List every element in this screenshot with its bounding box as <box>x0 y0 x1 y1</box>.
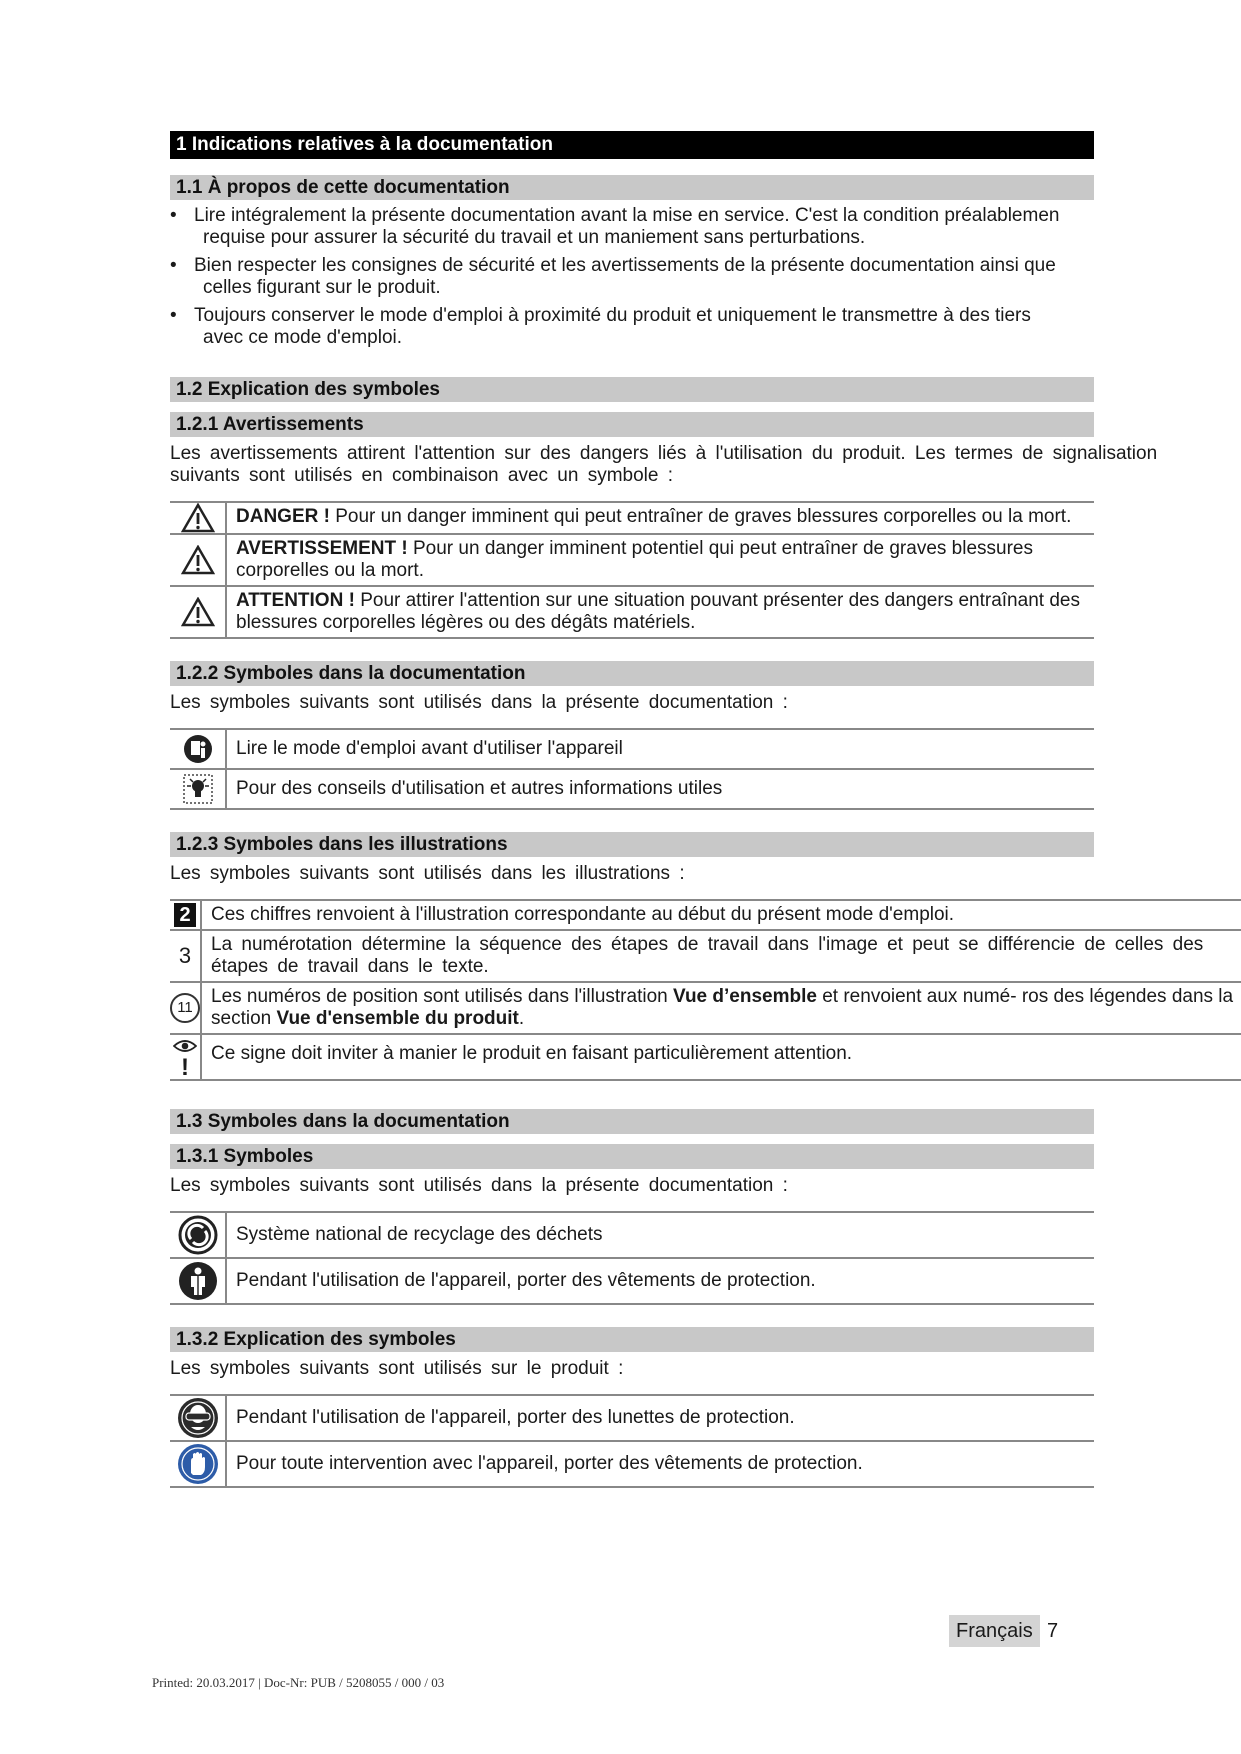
table-cell: La numérotation détermine la séquence des étapes de travail dans l'image et peut se différencie de celles des étapes de travail dans le texte. <box>201 930 1241 982</box>
section-heading-1-1: 1.1 À propos de cette documentation <box>170 175 1094 200</box>
doc-symbols-table <box>170 728 1094 810</box>
safety-goggles-icon <box>170 1395 226 1441</box>
table-cell: ATTENTION ! Pour attirer l'attention sur une situation pouvant présenter des dangers entraînant des blessures corporelles légères ou des dégâts matériels. <box>226 586 1094 638</box>
table-cell: Pendant l'utilisation de l'appareil, porter des lunettes de protection. <box>226 1395 1094 1441</box>
list-item: • Bien respecter les consignes de sécurité et les avertissements de la présente documentation ainsi que celles figurant sur le produit. <box>170 255 1200 299</box>
section-heading-1-3-1: 1.3.1 Symboles <box>170 1144 1094 1169</box>
recycling-icon <box>170 1212 226 1258</box>
list-item: • Lire intégralement la présente documentation avant la mise en service. C'est la condition préalablemen requise pour assurer la sécurité du travail et un maniement sans perturbations. <box>170 205 1200 249</box>
table-row <box>170 729 1094 769</box>
table-row <box>170 1034 1241 1080</box>
table-cell: Les numéros de position sont utilisés dans l'illustration Vue d’ensemble et renvoient aux numé- ros des légendes dans la section Vue d'ensemble du produit. <box>201 982 1241 1034</box>
symbols-table <box>170 1211 1094 1305</box>
section-heading-1-2: 1.2 Explication des symboles <box>170 377 1094 402</box>
paragraph: Les symboles suivants sont utilisés sur le produit : <box>170 1358 624 1380</box>
list-item: • Toujours conserver le mode d'emploi à proximité du produit et uniquement le transmettre à des tiers avec ce mode d'emploi. <box>170 305 1200 349</box>
read-manual-icon <box>170 729 226 769</box>
table-row <box>170 1212 1094 1258</box>
protective-gloves-icon <box>170 1441 226 1487</box>
table-row <box>170 1395 1094 1441</box>
step-number-icon: 3 <box>170 930 201 982</box>
attention-eye-icon: ! <box>170 1034 201 1080</box>
table-row <box>170 502 1094 534</box>
product-symbols-table <box>170 1394 1094 1488</box>
paragraph: Les symboles suivants sont utilisés dans les illustrations : <box>170 863 685 884</box>
table-row <box>170 930 1241 982</box>
warning-triangle-icon <box>170 586 226 638</box>
table-row <box>170 769 1094 809</box>
table-cell: Pendant l'utilisation de l'appareil, porter des vêtements de protection. <box>226 1258 1094 1304</box>
document-page <box>170 131 1234 1488</box>
paragraph: Les symboles suivants sont utilisés dans la présente documentation : <box>170 692 788 713</box>
language-label: Français <box>949 1615 1040 1647</box>
table-row <box>170 1258 1094 1304</box>
paragraph: Les avertissements attirent l'attention sur des dangers liés à l'utilisation du produit. Les termes de signalisation suivants sont utilisés en combinaison avec un symbole : <box>170 443 1158 486</box>
protective-clothing-icon <box>170 1258 226 1304</box>
section-heading-1-2-2: 1.2.2 Symboles dans la documentation <box>170 661 1094 686</box>
table-cell: Pour toute intervention avec l'appareil, porter des vêtements de protection. <box>226 1441 1094 1487</box>
table-row <box>170 982 1241 1034</box>
section-heading-1: 1 Indications relatives à la documentation <box>170 131 1094 159</box>
paragraph: Les symboles suivants sont utilisés dans la présente documentation : <box>170 1175 788 1197</box>
warning-triangle-icon <box>170 502 226 534</box>
warnings-table <box>170 501 1094 639</box>
warning-triangle-icon <box>170 534 226 586</box>
bullet-list <box>170 205 1200 349</box>
illustration-symbols-table <box>170 899 1241 1081</box>
table-cell: Ce signe doit inviter à manier le produit en faisant particulièrement attention. <box>201 1034 1241 1080</box>
page-number: 7 <box>1047 1620 1059 1642</box>
section-heading-1-2-1: 1.2.1 Avertissements <box>170 412 1094 437</box>
position-number-icon: 11 <box>170 982 201 1034</box>
table-row <box>170 586 1094 638</box>
table-row <box>170 534 1094 586</box>
table-cell: Ces chiffres renvoient à l'illustration correspondante au début du présent mode d'emploi. <box>201 900 1241 930</box>
table-row <box>170 900 1241 930</box>
table-cell: DANGER ! Pour un danger imminent qui peut entraîner de graves blessures corporelles ou la mort. <box>226 502 1094 534</box>
print-info: Printed: 20.03.2017 | Doc-Nr: PUB / 5208055 / 000 / 03 <box>152 1675 445 1690</box>
table-cell: Lire le mode d'emploi avant d'utiliser l'appareil <box>226 729 1094 769</box>
section-heading-1-3: 1.3 Symboles dans la documentation <box>170 1109 1094 1134</box>
figure-number-icon: 2 <box>170 900 201 930</box>
table-cell: AVERTISSEMENT ! Pour un danger imminent potentiel qui peut entraîner de graves blessures corporelles ou la mort. <box>226 534 1094 586</box>
table-cell: Système national de recyclage des déchets <box>226 1212 1094 1258</box>
table-row <box>170 1441 1094 1487</box>
section-heading-1-2-3: 1.2.3 Symboles dans les illustrations <box>170 832 1094 857</box>
table-cell: Pour des conseils d'utilisation et autres informations utiles <box>226 769 1094 809</box>
tip-lightbulb-icon <box>170 769 226 809</box>
section-heading-1-3-2: 1.3.2 Explication des symboles <box>170 1327 1094 1352</box>
